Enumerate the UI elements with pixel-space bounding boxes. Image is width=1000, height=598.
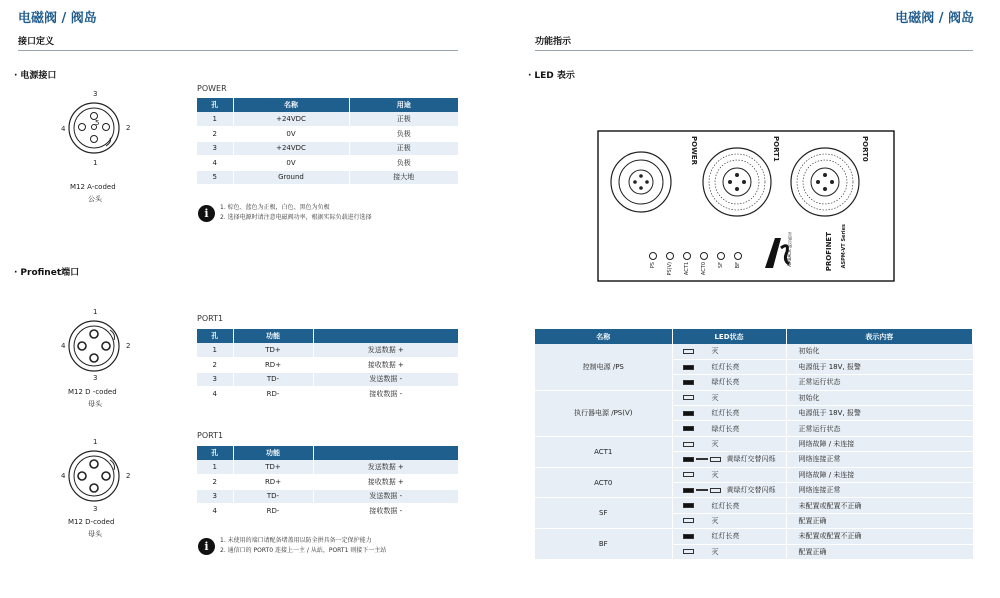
table-row <box>197 358 459 373</box>
column-header: 功能 <box>233 446 313 460</box>
led-name: ACT0 <box>535 467 672 498</box>
led-off-icon <box>683 549 694 554</box>
m12-d-coded-connector-diagram <box>66 448 126 508</box>
pin-label: 1 <box>93 438 98 446</box>
cell: RD+ <box>233 475 313 490</box>
led-state: 灭 <box>711 470 719 479</box>
led-flash-icon <box>683 457 694 462</box>
led-on-icon <box>683 503 694 508</box>
cell: 发送数据 - <box>313 489 459 504</box>
power-table-caption: POWER <box>197 84 227 93</box>
interface-definition-title: 接口定义 <box>18 37 55 47</box>
cell: 4 <box>197 387 233 402</box>
port-notes <box>220 536 386 556</box>
column-header: 表示内容 <box>786 329 973 344</box>
led-meaning: 配置正确 <box>786 544 973 559</box>
led-meaning: 正常运行状态 <box>786 375 973 390</box>
cell: 3 <box>197 372 233 387</box>
led-off-icon <box>683 442 694 447</box>
column-header: LED状态 <box>672 329 786 344</box>
column-header: 孔 <box>197 98 233 112</box>
cell: 接收数据 + <box>313 358 459 373</box>
led-off-icon <box>683 472 694 477</box>
led-off-icon <box>683 395 694 400</box>
cell: TD- <box>233 372 313 387</box>
led-meaning: 网络连接正常 <box>786 483 973 498</box>
led-on-icon <box>683 426 694 431</box>
led-off-icon <box>683 349 694 354</box>
profinet-label: PROFINET <box>825 232 833 272</box>
led-flash-icon <box>683 488 694 493</box>
led-meaning: 网络故障 / 未连接 <box>786 467 973 482</box>
cell: 3 <box>197 141 233 156</box>
cell: +24VDC <box>233 141 349 156</box>
led-state: 绿灯长亮 <box>711 424 740 433</box>
connector-caption: 母头 <box>88 530 102 538</box>
note-line: 2. 选择电源时请注意电磁阀功率，根据实际负载进行选择 <box>220 214 372 221</box>
led-section-title: · LED 表示 <box>528 68 575 81</box>
note-line: 1. 棕色、蓝色为正极，白色、黑色为负极 <box>220 204 330 211</box>
pin-label: 2 <box>126 472 131 480</box>
cell: RD- <box>233 387 313 402</box>
pin-label: 3 <box>93 374 98 382</box>
led-name: 执行器电源 /PS(V) <box>535 390 672 436</box>
port2-table <box>197 446 459 519</box>
valve-island-device-diagram <box>597 130 895 282</box>
series-label: ASPM-VT Series <box>841 224 847 269</box>
led-meaning: 电源低于 18V, 报警 <box>786 406 973 421</box>
cell: TD+ <box>233 460 313 475</box>
flash-interval-icon <box>696 489 708 491</box>
pin-label: 4 <box>61 472 66 480</box>
table-row <box>535 529 973 544</box>
table-row <box>197 504 459 519</box>
led-off-icon <box>710 488 721 493</box>
led-label-act1: ACT1 <box>684 262 690 276</box>
column-header: 功能 <box>233 329 313 343</box>
cell: 4 <box>197 504 233 519</box>
led-label-psv: PS(V) <box>667 262 673 276</box>
table-row <box>535 436 973 451</box>
led-state: 红灯长亮 <box>711 409 740 418</box>
column-header: 孔 <box>197 446 233 460</box>
table-row <box>535 498 973 513</box>
cell: Ground <box>233 170 349 185</box>
led-state: 灭 <box>711 393 719 402</box>
table-row <box>197 156 459 171</box>
connector-caption: M12 A-coded <box>70 183 116 191</box>
led-state: 红灯长亮 <box>711 532 740 541</box>
led-label-sf: SF <box>718 262 724 269</box>
led-meaning: 未配置或配置不正确 <box>786 498 973 513</box>
table-row <box>535 344 973 359</box>
table-row <box>197 127 459 142</box>
pin-label: 4 <box>61 342 66 350</box>
led-on-icon <box>683 380 694 385</box>
pin-label: 1 <box>93 159 98 167</box>
device-label-power: POWER <box>690 136 698 165</box>
cell: RD- <box>233 504 313 519</box>
power-section-title: · 电源接口 <box>14 68 56 81</box>
led-state: 灭 <box>711 347 719 356</box>
led-name: BF <box>535 529 672 560</box>
table-row <box>197 112 459 127</box>
pin-label: 4 <box>61 125 66 133</box>
cell: 接收数据 + <box>313 475 459 490</box>
led-meaning: 网络连接正常 <box>786 452 973 467</box>
connector-caption: 母头 <box>88 400 102 408</box>
divider <box>18 50 458 51</box>
column-header: 名称 <box>233 98 349 112</box>
page-header-right: 电磁阀 / 阀岛 <box>895 11 974 26</box>
led-meaning: 未配置或配置不正确 <box>786 529 973 544</box>
info-icon: i <box>198 205 215 222</box>
cell: 2 <box>197 127 233 142</box>
info-icon: i <box>198 538 215 555</box>
cell: +24VDC <box>233 112 349 127</box>
table-row <box>197 489 459 504</box>
cell: 5 <box>197 170 233 185</box>
cell: 3 <box>197 489 233 504</box>
table-row <box>197 343 459 358</box>
led-on-icon <box>683 534 694 539</box>
cell: TD- <box>233 489 313 504</box>
profinet-section-title: · Profinet端口 <box>14 265 79 278</box>
cell: RD+ <box>233 358 313 373</box>
cell: 发送数据 - <box>313 372 459 387</box>
cell: 2 <box>197 475 233 490</box>
brand-sub-text: AIRBACK 阿尔斯克 <box>787 232 792 267</box>
column-header: 孔 <box>197 329 233 343</box>
led-name: ACT1 <box>535 436 672 467</box>
led-off-icon <box>710 457 721 462</box>
cell: 发送数据 + <box>313 460 459 475</box>
pin-label: 2 <box>126 342 131 350</box>
power-notes <box>220 203 372 223</box>
device-label-port0: PORT0 <box>861 136 869 162</box>
table-row <box>197 170 459 185</box>
cell: 2 <box>197 358 233 373</box>
connector-caption: 公头 <box>88 195 102 203</box>
led-meaning: 正常运行状态 <box>786 421 973 436</box>
table-row <box>197 372 459 387</box>
cell: 1 <box>197 343 233 358</box>
column-header: 名称 <box>535 329 672 344</box>
power-table <box>197 98 459 185</box>
divider <box>535 50 973 51</box>
table-row <box>197 475 459 490</box>
page-header-left: 电磁阀 / 阀岛 <box>18 11 97 26</box>
cell: 负极 <box>349 127 459 142</box>
cell: 负极 <box>349 156 459 171</box>
led-meaning: 网络故障 / 未连接 <box>786 436 973 451</box>
note-line: 2. 通信口的 PORT0 连接上一主 / 从站，PORT1 则接下一主站 <box>220 547 387 554</box>
table-row <box>197 460 459 475</box>
table-row <box>197 387 459 402</box>
cell: 1 <box>197 460 233 475</box>
m12-d-coded-connector-diagram <box>66 318 126 378</box>
led-state: 灭 <box>711 516 719 525</box>
led-meaning: 初始化 <box>786 390 973 405</box>
led-name: SF <box>535 498 672 529</box>
connector-caption: M12 D-coded <box>68 518 115 526</box>
column-header: 用途 <box>349 98 459 112</box>
note-line: 1. 未使用的端口请配备堵盖用以防全拼具备一定保护能力 <box>220 537 372 544</box>
cell: 0V <box>233 156 349 171</box>
table-row <box>197 141 459 156</box>
led-state: 红灯长亮 <box>711 363 740 372</box>
led-off-icon <box>683 518 694 523</box>
port1-table-caption: PORT1 <box>197 314 224 323</box>
m12-a-coded-connector-diagram <box>66 94 126 166</box>
led-label-act0: ACT0 <box>701 262 707 276</box>
led-meaning: 配置正确 <box>786 513 973 528</box>
connector-caption: M12 D -coded <box>68 388 117 396</box>
cell: 1 <box>197 112 233 127</box>
led-state: 黄绿灯交替闪烁 <box>726 455 776 464</box>
led-state: 灭 <box>711 440 719 449</box>
cell: 接收数据 - <box>313 387 459 402</box>
led-meaning: 电源低于 18V, 报警 <box>786 359 973 374</box>
led-meaning: 初始化 <box>786 344 973 359</box>
column-header <box>313 446 459 460</box>
flash-interval-icon <box>696 458 708 460</box>
led-name: 控制电源 /PS <box>535 344 672 390</box>
led-state: 黄绿灯交替闪烁 <box>726 486 776 495</box>
pin-label: 3 <box>93 505 98 513</box>
cell: 接大地 <box>349 170 459 185</box>
pin-label: 1 <box>93 308 98 316</box>
cell: 接收数据 - <box>313 504 459 519</box>
led-label-bf: BF <box>735 262 741 269</box>
device-label-port1: PORT1 <box>772 136 780 162</box>
led-state: 绿灯长亮 <box>711 378 740 387</box>
port2-table-caption: PORT1 <box>197 431 224 440</box>
cell: 4 <box>197 156 233 171</box>
function-indication-title: 功能指示 <box>535 37 572 47</box>
led-state: 红灯长亮 <box>711 501 740 510</box>
pin-label: 5 <box>95 119 100 127</box>
led-on-icon <box>683 411 694 416</box>
cell: 正极 <box>349 112 459 127</box>
cell: 0V <box>233 127 349 142</box>
column-header <box>313 329 459 343</box>
led-on-icon <box>683 365 694 370</box>
table-row <box>535 467 973 482</box>
cell: 正极 <box>349 141 459 156</box>
led-state: 灭 <box>711 547 719 556</box>
cell: TD+ <box>233 343 313 358</box>
port1-table <box>197 329 459 402</box>
pin-label: 3 <box>93 90 98 98</box>
led-label-ps: PS <box>650 262 656 269</box>
cell: 发送数据 + <box>313 343 459 358</box>
led-status-table <box>535 329 973 560</box>
table-row <box>535 390 973 405</box>
pin-label: 2 <box>126 124 131 132</box>
